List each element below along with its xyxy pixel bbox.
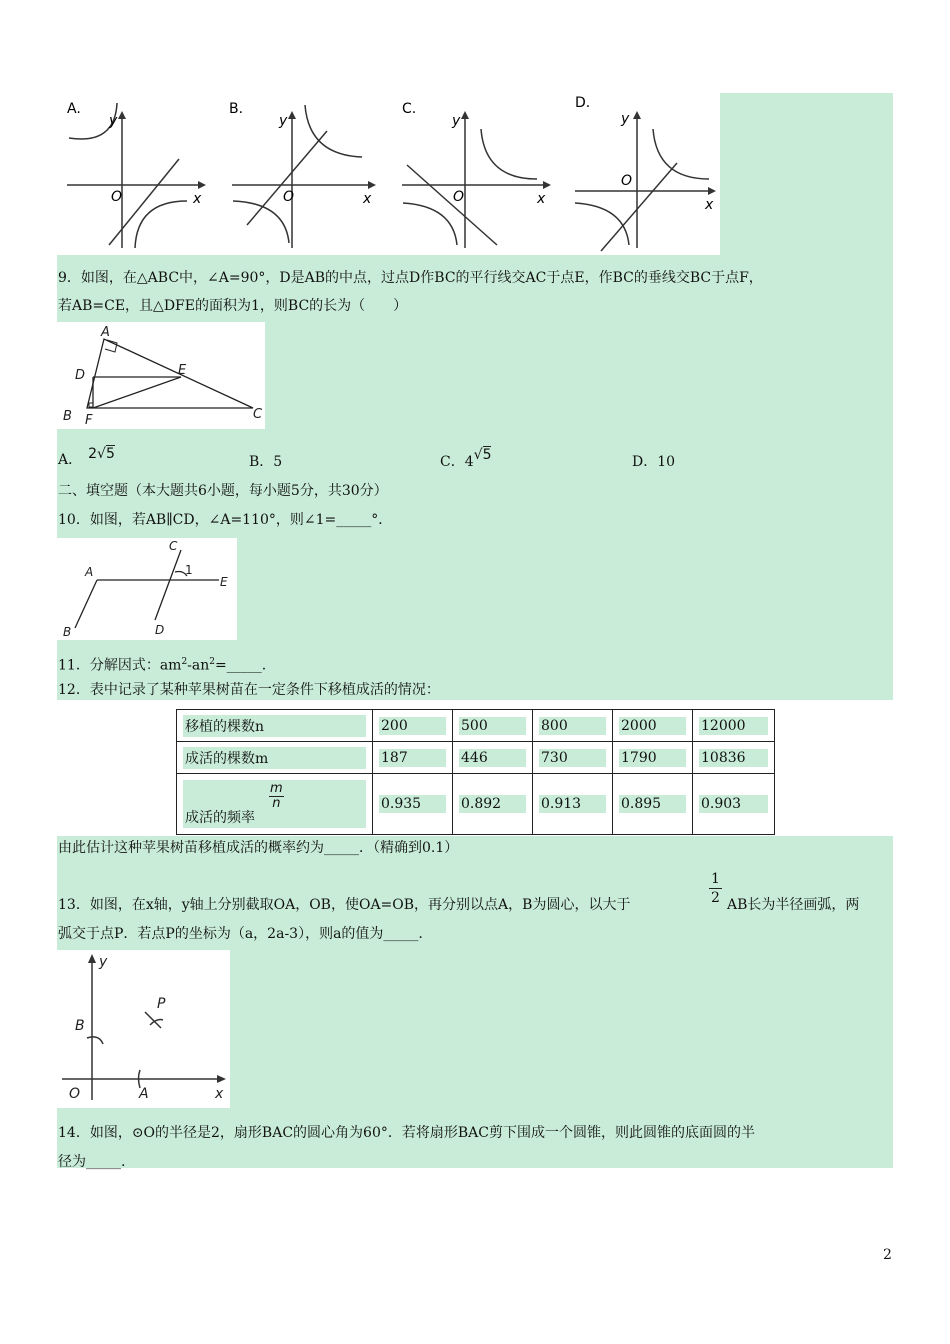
- q9-option-c-coef: 4: [464, 454, 474, 470]
- q10-label-1: 1: [185, 563, 193, 577]
- q9-option-a-radicand: 5: [105, 446, 115, 462]
- q13-label-b: B: [75, 1018, 85, 1034]
- q9-label-f: F: [85, 413, 93, 428]
- axis-x-label: x: [705, 197, 714, 213]
- origin-label: O: [111, 189, 123, 205]
- radical-icon: √: [473, 447, 483, 463]
- table-cell: 成活的棵数m: [177, 742, 373, 774]
- q13-label-o: O: [69, 1086, 81, 1102]
- origin-label: O: [621, 173, 633, 189]
- axis-y-label: y: [109, 113, 118, 129]
- q13-axes-svg: [57, 950, 230, 1108]
- q9-option-b-value: 5: [273, 454, 283, 470]
- table-cell: 200: [373, 710, 453, 742]
- q9-option-b: [249, 452, 282, 472]
- q13-label-x: x: [215, 1086, 224, 1102]
- option-c-label: C.: [402, 101, 417, 117]
- q10-label-a: A: [85, 565, 94, 579]
- option-graphs-figure: [57, 93, 720, 255]
- q14-line1: 14．如图，⊙O的半径是2，扇形BAC的圆心角为60°．若将扇形BAC剪下围成一个圆锥，则此圆锥的底面圆的半: [58, 1125, 755, 1141]
- table-cell: 446: [453, 742, 533, 774]
- highlight-band: [720, 93, 893, 255]
- section-2-heading: 二、填空题（本大题共6小题，每小题5分，共30分）: [58, 483, 388, 499]
- table-cell: 12000: [693, 710, 775, 742]
- q9-triangle-svg: [57, 322, 265, 429]
- table-cell: 0.895: [613, 774, 693, 835]
- table-cell: 移植的棵数n: [177, 710, 373, 742]
- q10-parallel-svg: [57, 538, 237, 640]
- q9-label-d: D: [75, 368, 86, 383]
- q10-label-b: B: [63, 625, 72, 639]
- q11-suffix: =_____.: [215, 657, 267, 674]
- q9-label-b: B: [63, 409, 72, 424]
- q12-after-text: 由此估计这种苹果树苗移植成活的概率约为_____．（精确到0.1）: [58, 840, 459, 856]
- q9-option-d-value: 10: [657, 454, 676, 470]
- option-b-label: B.: [229, 101, 244, 117]
- q13-fraction: 1 2: [711, 871, 720, 906]
- table-cell: 500: [453, 710, 533, 742]
- q9-option-d: [632, 452, 675, 472]
- q9-option-a: [58, 446, 115, 470]
- q10-text: 10．如图，若AB∥CD，∠A=110°，则∠1=_____°．: [58, 512, 393, 528]
- table-cell: 0.903: [693, 774, 775, 835]
- q9-line2: 若AB=CE，且△DFE的面积为1，则BC的长为（ ）: [58, 298, 408, 314]
- q13-line1-pre: 13．如图，在x轴，y轴上分别截取OA，OB，使OA=OB，再分别以点A，B为圆心，以大于: [58, 897, 631, 913]
- axis-y-label: y: [279, 113, 288, 129]
- option-graphs-svg: [57, 93, 720, 255]
- axis-x-label: x: [537, 191, 546, 207]
- q9-option-b-label: B．: [249, 454, 274, 470]
- origin-label: O: [453, 189, 465, 205]
- axis-y-label: y: [621, 111, 630, 127]
- q13-line1: [58, 895, 630, 915]
- q9-triangle-figure: [57, 322, 265, 429]
- table-cell: 187: [373, 742, 453, 774]
- q13-line2: 弧交于点P．若点P的坐标为（a，2a-3），则a的值为_____.: [58, 926, 423, 942]
- frequency-label: 成活的频率: [185, 810, 255, 826]
- q13-label-p: P: [157, 996, 166, 1012]
- axis-x-label: x: [363, 191, 372, 207]
- table-row: [177, 774, 775, 835]
- q10-label-e: E: [220, 575, 228, 589]
- q9-label-a: A: [101, 325, 110, 340]
- q9-option-d-label: D．: [632, 454, 658, 470]
- q9-option-a-label: A．: [58, 452, 83, 468]
- origin-label: O: [283, 189, 295, 205]
- table-cell: 800: [533, 710, 613, 742]
- q10-label-c: C: [169, 539, 178, 553]
- q11-sup2: 2: [209, 657, 215, 667]
- q12-data-table: [176, 709, 775, 835]
- table-cell: 10836: [693, 742, 775, 774]
- q10-label-d: D: [155, 623, 165, 637]
- table-cell: 730: [533, 742, 613, 774]
- q9-option-a-coef: 2: [88, 446, 98, 462]
- table-cell: 0.935: [373, 774, 453, 835]
- q11-mid: -an: [187, 657, 210, 674]
- option-a-label: A.: [67, 101, 81, 117]
- option-d-label: D.: [575, 95, 591, 111]
- axis-y-label: y: [452, 113, 461, 129]
- q9-label-c: C: [253, 407, 263, 422]
- axis-x-label: x: [193, 191, 202, 207]
- table-cell: 0.913: [533, 774, 613, 835]
- q13-label-a: A: [139, 1086, 149, 1102]
- q11-sup1: 2: [181, 657, 188, 667]
- q11-prefix: 11．分解因式：am: [58, 657, 182, 674]
- q13-line1-post: AB长为半径画弧，两: [727, 897, 860, 913]
- q9-line1: 9．如图，在△ABC中，∠A=90°，D是AB的中点，过点D作BC的平行线交AC于点E，作BC的垂线交BC于点F，: [58, 270, 763, 286]
- table-row: [177, 742, 775, 774]
- q9-option-c-radicand: 5: [482, 447, 492, 463]
- table-cell: 1790: [613, 742, 693, 774]
- q9-option-c-label: C．: [440, 454, 465, 470]
- q14-line2: 径为_____.: [58, 1154, 126, 1170]
- table-row: [177, 710, 775, 742]
- table-cell: 0.892: [453, 774, 533, 835]
- q12-text: 12．表中记录了某种苹果树苗在一定条件下移植成活的情况：: [58, 682, 440, 698]
- table-cell: [177, 774, 373, 835]
- frequency-fraction: $\frac{m}{n}$: [270, 781, 283, 811]
- q9-label-e: E: [178, 363, 187, 378]
- q9-option-c: [440, 447, 492, 472]
- q11-text: [58, 652, 266, 676]
- page-number: 2: [883, 1247, 892, 1263]
- radical-icon: √: [97, 446, 106, 462]
- table-cell: 2000: [613, 710, 693, 742]
- q13-axes-figure: [57, 950, 230, 1108]
- q10-parallel-figure: [57, 538, 237, 640]
- q13-label-y: y: [99, 954, 108, 970]
